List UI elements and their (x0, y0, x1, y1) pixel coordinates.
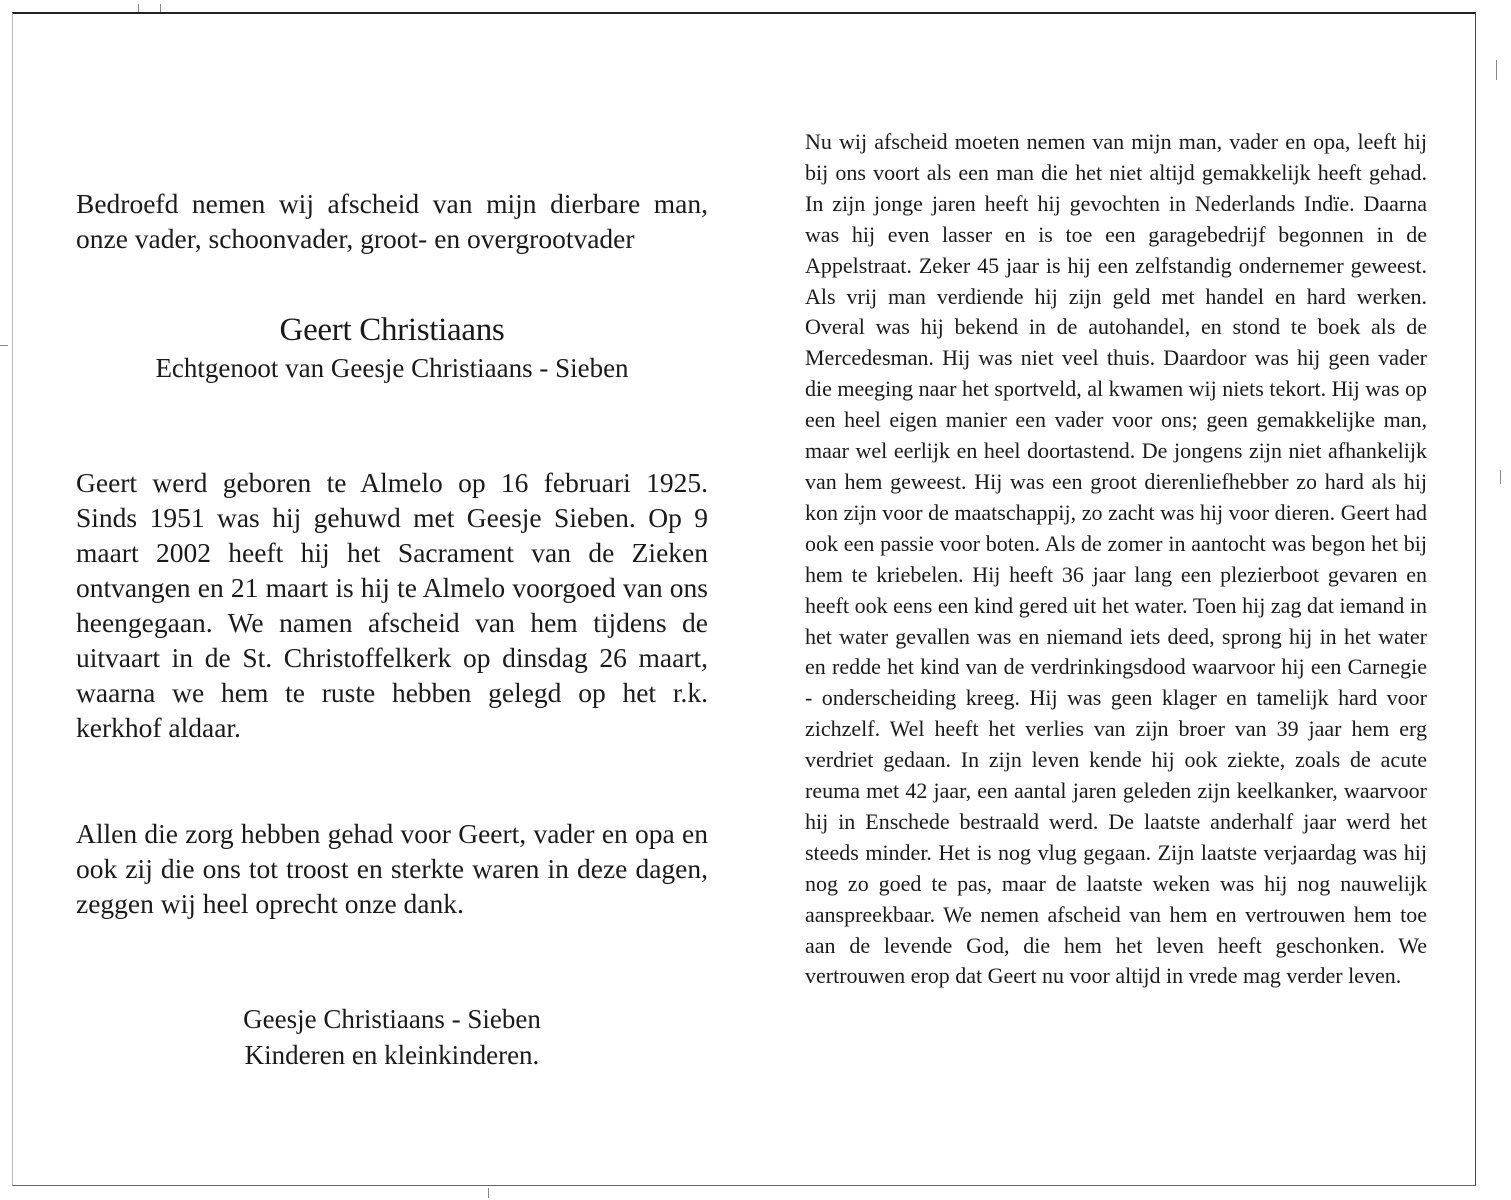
signature-line-2: Kinderen en kleinkinderen. (244, 1040, 540, 1070)
life-story-paragraph: Nu wij afscheid moeten nemen van mijn man, vader en opa, leeft hij bij ons voort als een man die het niet altijd gemakkelijk heeft gehad. In zijn jonge jaren heeft hij gevochten in Nederlands Indïe. Daarna was hij even lasser en is toe een garagebedrijf begonnen in de Appelstraat. Zeker 45 jaar is hij een zelfstandig ondernemer geweest. Als vrij man verdiende hij zijn geld met handel en hard werken. Overal was hij bekend in de autohandel, en stond te boek als de Mercedesman. Hij was niet veel thuis. Daardoor was hij geen vader die meeging naar het sportveld, al kwamen wij niets tekort. Hij was op een heel eigen manier een vader voor ons; geen gemakkelijke man, maar wel eerlijk en heel doortastend. De jongens zijn niet afhankelijk van hem geweest. Hij was een groot dierenliefhebber zo hard als hij kon zijn voor de maatschappij, zo zacht was hij voor dieren. Geert had ook een passie voor boten. Als de zomer in aantocht was begon het bij hem te kriebelen. Hij heeft 36 jaar lang een plezierboot gevaren en heeft ook eens een kind gered uit het water. Toen hij zag dat iemand in het water gevallen was en niemand iets deed, sprong hij in het water en redde het kind van de verdrinkingsdood waarvoor hij een Carnegie - onderscheiding kreeg. Hij was geen klager en tamelijk hard voor zichzelf. Wel heeft het verlies van zijn broer van 39 jaar hem erg verdriet gedaan. In zijn leven kende hij ook ziekte, zoals de acute reuma met 42 jaar, een aantal jaren geleden zijn keelkanker, waarvoor hij in Enschede bestraald werd. De laatste anderhalf jaar werd het steeds minder. Het is nog vlug gegaan. Zijn laatste verjaardag was hij nog zo goed te pas, maar de laatste weken was hij nog nauwelijk aanspreekbaar. We nemen afscheid van hem en vertrouwen hem toe aan de levende God, die hem het leven heeft geschonken. We vertrouwen erop dat Geert nu voor altijd in vrede mag verder leven. (805, 129, 1427, 989)
scan-mark (160, 4, 161, 12)
thanks-paragraph: Allen die zorg hebben gehad voor Geert, vader en opa en ook zij die ons tot troost en sterkte waren in deze dagen, zeggen wij heel oprecht onze dank. (76, 818, 708, 919)
intro-paragraph: Bedroefd nemen wij afscheid van mijn dierbare man, onze vader, schoonvader, groot- en overgrootvader (76, 188, 708, 254)
scan-mark (0, 345, 8, 346)
scan-mark (488, 1188, 489, 1198)
left-column (76, 186, 708, 1073)
biography-paragraph: Geert werd geboren te Almelo op 16 februari 1925. Sinds 1951 was hij gehuwd met Geesje Sieben. Op 9 maart 2002 heeft hij het Sacrament van de Zieken ontvangen en 21 maart is hij te Almelo voorgoed van ons heengegaan. We namen afscheid van hem tijdens de uitvaart in de St. Christoffelkerk op dinsdag 26 maart, waarna we hem te ruste hebben gelegd op het r.k. kerkhof aldaar. (76, 467, 708, 743)
signature-line-1: Geesje Christiaans - Sieben (243, 1004, 541, 1034)
scan-mark (1500, 470, 1501, 484)
spouse-line: Echtgenoot van Geesje Christiaans - Sieben (155, 353, 629, 383)
signature-block (76, 1001, 708, 1073)
scan-mark (138, 4, 139, 12)
deceased-name: Geert Christiaans (279, 312, 505, 348)
scan-mark (1496, 60, 1497, 80)
right-column (805, 127, 1427, 992)
